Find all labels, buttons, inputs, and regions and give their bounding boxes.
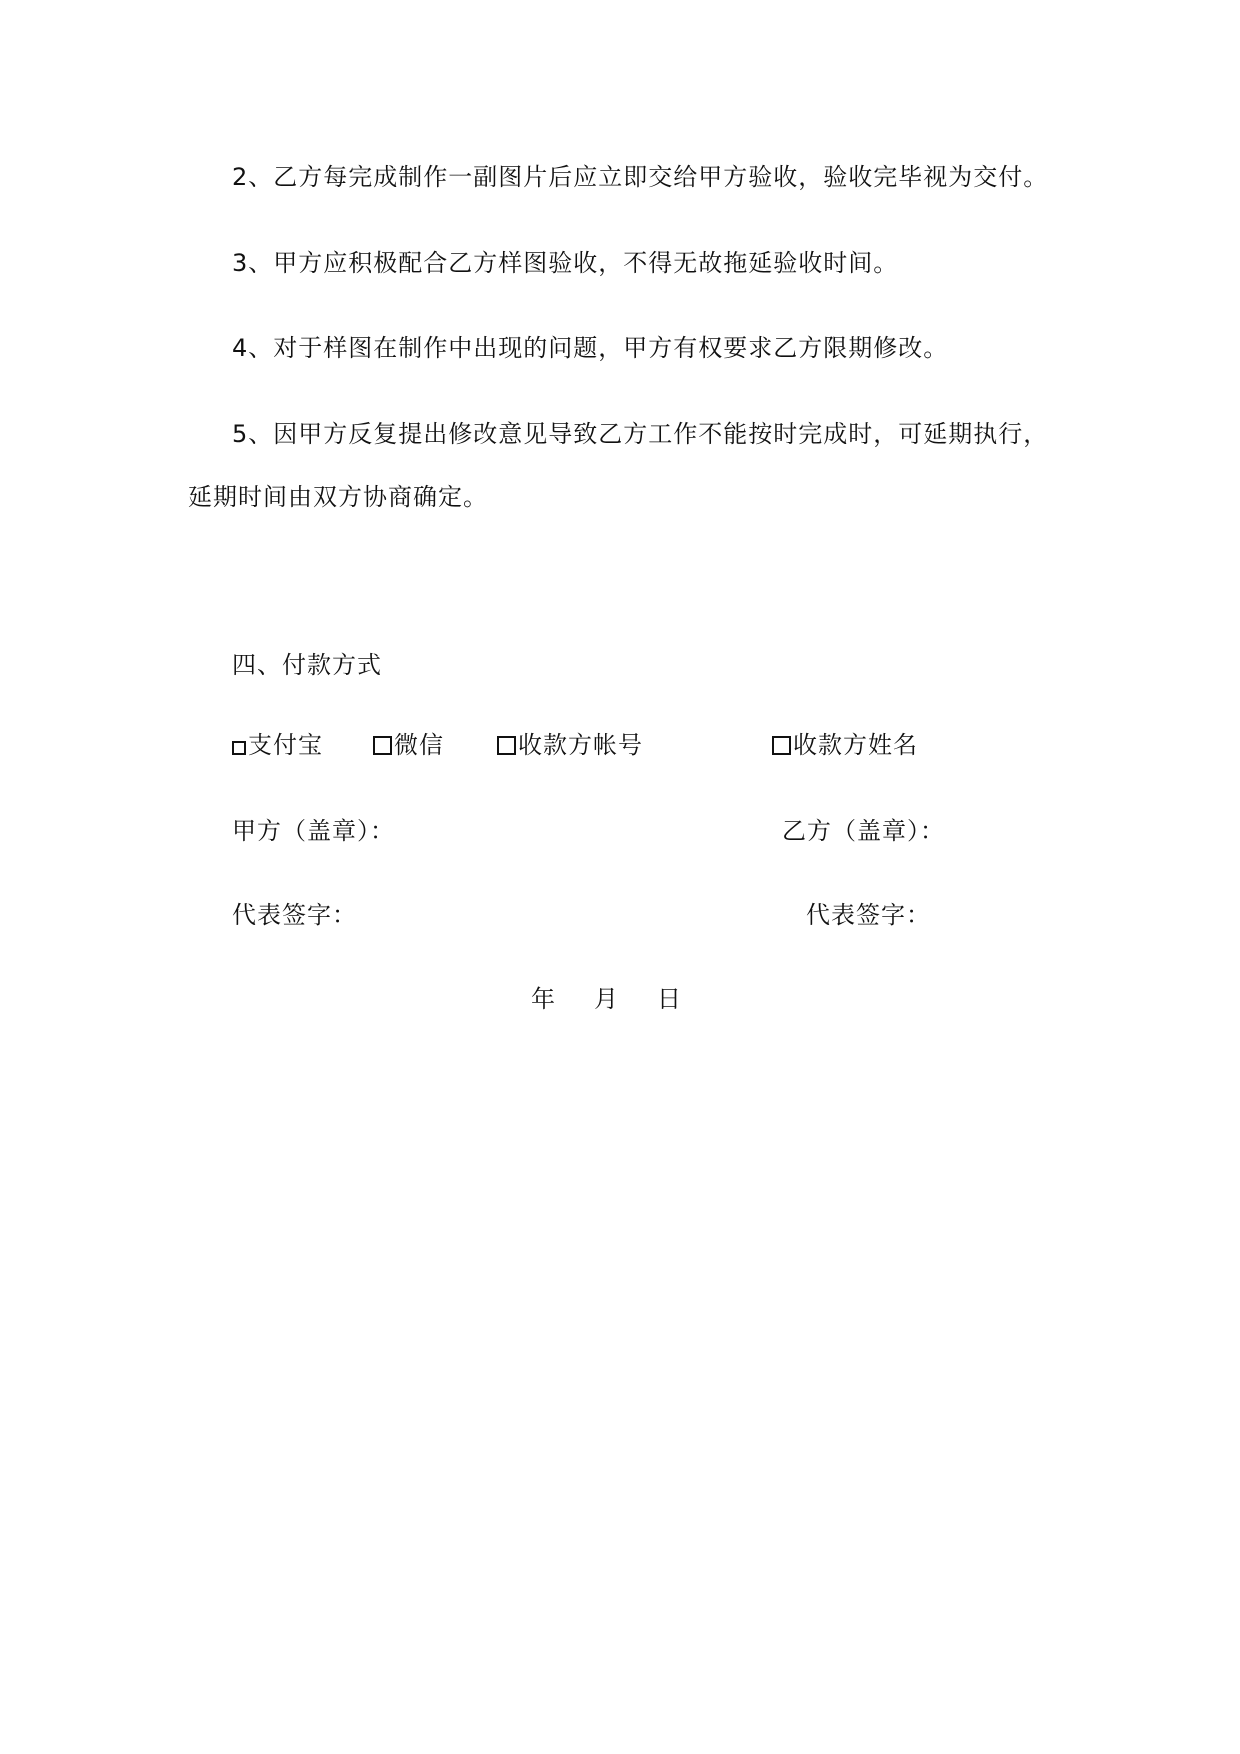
payment-option-wechat[interactable]: [373, 730, 444, 760]
checkbox-icon[interactable]: [232, 741, 246, 755]
payment-option-alipay[interactable]: [232, 730, 323, 760]
payment-option-label: 支付宝: [248, 731, 323, 759]
checkbox-icon[interactable]: [772, 736, 791, 755]
payment-heading: 四、付款方式: [232, 651, 382, 679]
clause-5-line-2: 延期时间由双方协商确定。: [188, 483, 488, 511]
date-month-label: 月: [594, 985, 619, 1013]
clause-2: 2、乙方每完成制作一副图片后应立即交给甲方验收，验收完毕视为交付。: [232, 163, 1049, 191]
payment-option-label: 微信: [394, 731, 444, 759]
checkbox-icon[interactable]: [373, 736, 392, 755]
clause-5-line-1: 5、因甲方反复提出修改意见导致乙方工作不能按时完成时，可延期执行，: [232, 420, 1049, 448]
party-a-seal-label: 甲方（盖章）：: [232, 817, 395, 845]
party-b-sign-label: 代表签字：: [806, 901, 931, 929]
payment-option-label: 收款方姓名: [793, 731, 918, 759]
date-year-label: 年: [531, 985, 556, 1013]
clause-4: 4、对于样图在制作中出现的问题，甲方有权要求乙方限期修改。: [232, 334, 949, 362]
payment-option-account[interactable]: [497, 730, 643, 760]
party-b-seal-label: 乙方（盖章）：: [782, 817, 945, 845]
clause-3: 3、甲方应积极配合乙方样图验收，不得无故拖延验收时间。: [232, 249, 899, 277]
date-day-label: 日: [657, 985, 682, 1013]
checkbox-icon[interactable]: [497, 736, 516, 755]
payment-option-payee-name[interactable]: [772, 730, 918, 760]
party-a-sign-label: 代表签字：: [232, 901, 357, 929]
payment-option-label: 收款方帐号: [518, 731, 643, 759]
